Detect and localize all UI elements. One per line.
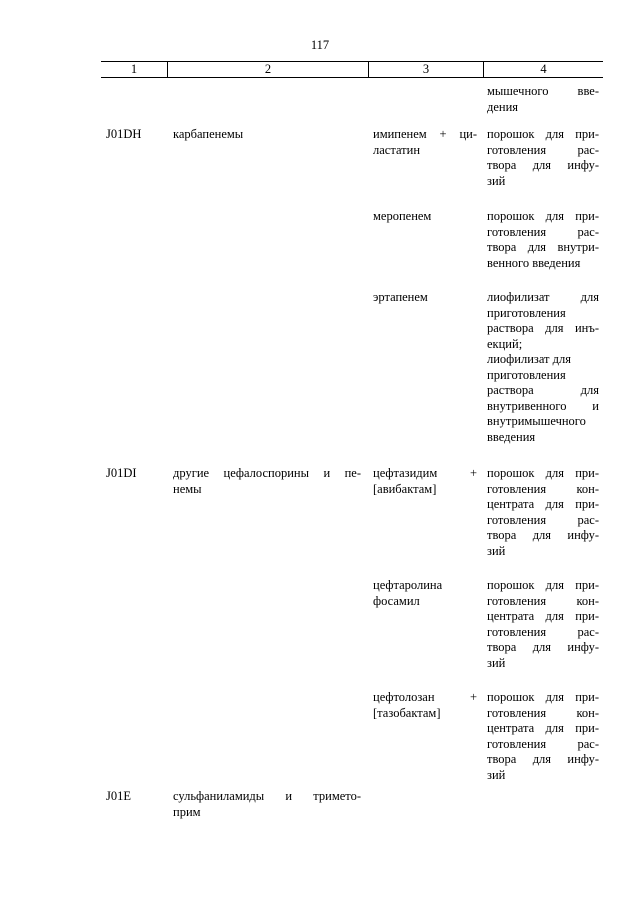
dosage-form-line: центрата для при- [487, 497, 599, 511]
drug-name-line: [тазобактам] [373, 705, 441, 720]
dosage-form-line: зий [487, 767, 506, 782]
drug-name-line: цефтаролина [373, 578, 443, 592]
dosage-form-line: приготовления [487, 305, 566, 320]
dosage-form [487, 84, 599, 115]
dosage-form-line: зий [487, 543, 506, 558]
atc-code: J01DI [106, 466, 137, 480]
drug-name-line: [авибактам] [373, 481, 437, 496]
drug-name [373, 127, 477, 158]
group-name [173, 466, 361, 497]
dosage-form-line: раствора для инъ- [487, 321, 599, 335]
group-name [173, 789, 361, 820]
dosage-form-line: твора для инфу- [487, 158, 599, 172]
dosage-form-line: дения [487, 99, 519, 114]
drug-name [373, 209, 477, 225]
dosage-form-line: зий [487, 173, 506, 188]
dosage-form [487, 466, 599, 559]
dosage-form-line: зий [487, 655, 506, 670]
dosage-form-line: введения [487, 429, 536, 444]
dosage-form [487, 127, 599, 189]
group-name [173, 127, 361, 143]
group-name-line: сульфаниламиды и тримето- [173, 789, 361, 803]
dosage-form-line: готовления кон- [487, 705, 599, 720]
atc-code: J01E [106, 789, 131, 803]
dosage-form-line: готовления рас- [487, 142, 599, 157]
drug-name [373, 578, 477, 609]
dosage-form-line: центрата для при- [487, 721, 599, 735]
dosage-form-line: готовления рас- [487, 624, 599, 639]
group-name-line: прим [173, 804, 201, 819]
dosage-form-line: центрата для при- [487, 609, 599, 623]
drug-name-line: эртапенем [373, 290, 428, 304]
group-name-line: карбапенемы [173, 127, 244, 141]
dosage-form-line: твора для инфу- [487, 528, 599, 542]
dosage-form-line: порошок для при- [487, 690, 599, 704]
dosage-form [487, 290, 599, 445]
dosage-form-line: готовления рас- [487, 736, 599, 751]
table-header [101, 61, 603, 78]
dosage-form-line: раствора для [487, 383, 599, 397]
dosage-form-line: лиофилизат для [487, 290, 599, 304]
dosage-form-line: твора для инфу- [487, 640, 599, 654]
dosage-form-line: лиофилизат для [487, 352, 571, 366]
dosage-form-line: твора для внутри- [487, 240, 599, 254]
drug-name-line: имипенем + ци- [373, 127, 477, 141]
column-header-4: 4 [540, 62, 547, 76]
drug-name-line: фосамил [373, 593, 420, 608]
column-header-1: 1 [101, 62, 168, 77]
drug-name [373, 466, 477, 497]
column-header-3: 3 [369, 62, 484, 77]
dosage-form-line: екций; [487, 336, 523, 351]
dosage-form-line: порошок для при- [487, 127, 599, 141]
drug-name-line: ластатин [373, 142, 421, 157]
dosage-form-line: готовления рас- [487, 512, 599, 527]
group-name-line: немы [173, 481, 202, 496]
dosage-form-line: готовления кон- [487, 593, 599, 608]
dosage-form-line: приготовления [487, 367, 566, 382]
dosage-form [487, 690, 599, 783]
drug-name [373, 290, 477, 306]
page-number: 117 [310, 38, 330, 52]
dosage-form-line: порошок для при- [487, 209, 599, 223]
dosage-form-line: твора для инфу- [487, 752, 599, 766]
drug-name-line: цефтолозан + [373, 690, 477, 704]
dosage-form-line: порошок для при- [487, 466, 599, 480]
group-name-line: другие цефалоспорины и пе- [173, 466, 361, 480]
drug-name [373, 690, 477, 721]
dosage-form-line: готовления рас- [487, 224, 599, 239]
drug-name-line: меропенем [373, 209, 432, 223]
column-header-2: 2 [168, 62, 369, 77]
dosage-form [487, 209, 599, 271]
dosage-form-line: внутримышечного [487, 414, 586, 428]
dosage-form-line: мышечного вве- [487, 84, 599, 98]
dosage-form-line: венного введения [487, 255, 581, 270]
dosage-form-line: порошок для при- [487, 578, 599, 592]
dosage-form-line: готовления кон- [487, 481, 599, 496]
atc-code: J01DH [106, 127, 142, 141]
dosage-form [487, 578, 599, 671]
dosage-form-line: внутривенного и [487, 398, 599, 413]
drug-name-line: цефтазидим + [373, 466, 477, 480]
